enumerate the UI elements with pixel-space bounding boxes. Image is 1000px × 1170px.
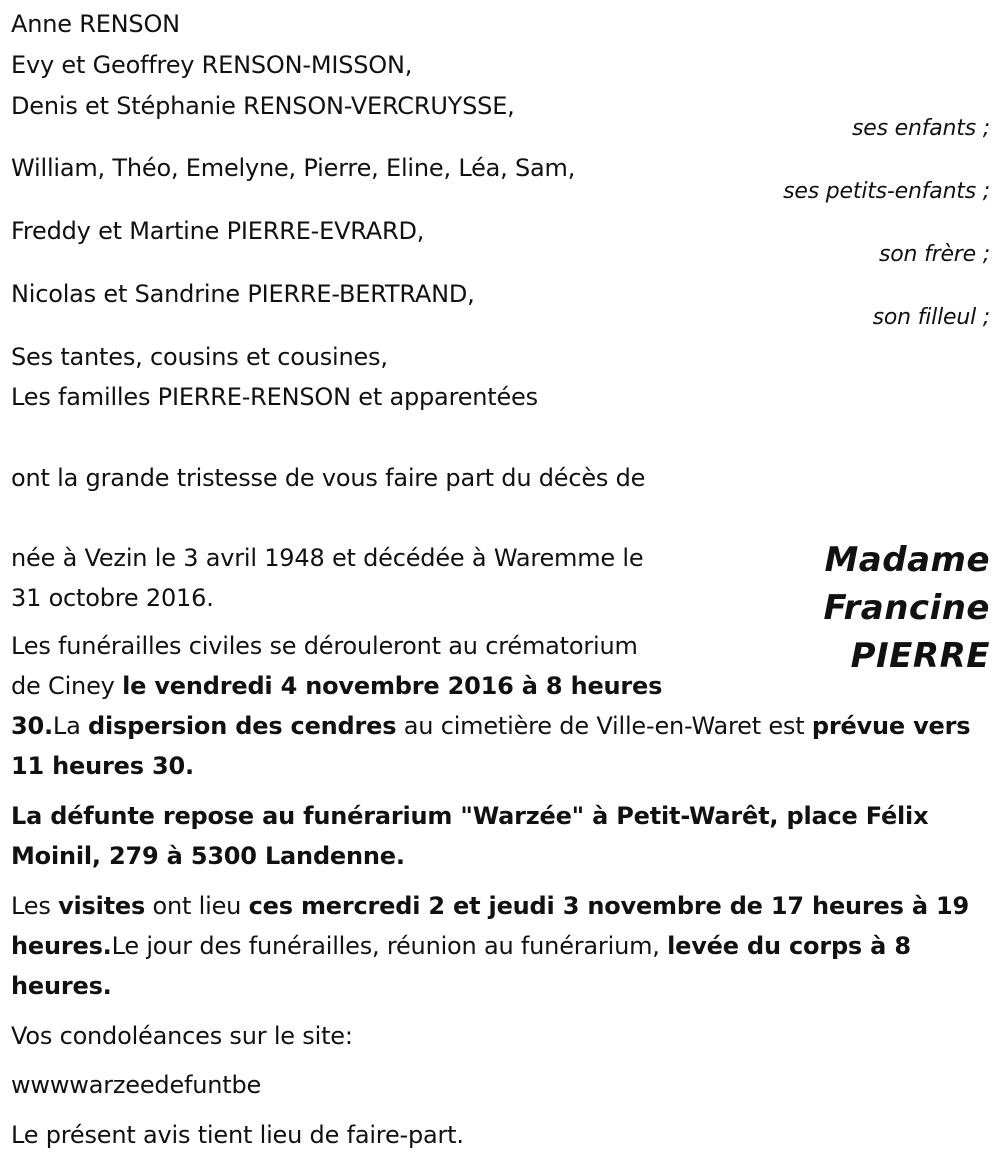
family-line-8: Les familles PIERRE-RENSON et apparentées <box>11 383 538 411</box>
relation-godson: son filleul ; <box>872 305 990 330</box>
funeral-line-2 <box>11 666 662 706</box>
relation-grandchildren: ses petits-enfants ; <box>783 179 990 204</box>
funeral-time-end: 30. <box>11 712 53 740</box>
visits-label: visites <box>58 892 146 920</box>
condolences-text: Vos condoléances sur le site: <box>11 1022 353 1050</box>
family-line-5: Freddy et Martine PIERRE-EVRARD, <box>11 217 425 245</box>
dispersion-time: prévue vers 11 heures 30. <box>11 712 971 780</box>
family-line-7: Ses tantes, cousins et cousines, <box>11 343 388 371</box>
dispersion-paragraph <box>11 706 996 786</box>
closing-note: Le présent avis tient lieu de faire-part. <box>11 1121 464 1149</box>
family-line-6: Nicolas et Sandrine PIERRE-BERTRAND, <box>11 280 475 308</box>
deceased-firstname: Francine <box>823 588 990 628</box>
funeral-line-1: Les funérailles civiles se dérouleront au crématorium <box>11 632 638 660</box>
dispersion-label: dispersion des cendres <box>88 712 397 740</box>
family-line-1: Anne RENSON <box>11 10 180 38</box>
dispersion-intro: La <box>52 712 89 740</box>
dispersion-place: au cimetière de Ville-en-Waret est <box>396 712 812 740</box>
family-line-3: Denis et Stéphanie RENSON-VERCRUYSSE, <box>11 92 515 120</box>
body-removal-time: levée du corps à 8 heures. <box>11 932 911 1000</box>
funeral-date: le vendredi 4 novembre 2016 à 8 heures <box>122 672 663 700</box>
deceased-title: Madame <box>824 540 990 580</box>
deceased-lastname: PIERRE <box>850 636 990 676</box>
announcement: ont la grande tristesse de vous faire part du décès de <box>11 464 646 492</box>
website-link[interactable]: wwwwarzeedefuntbe <box>11 1071 262 1099</box>
visits-paragraph <box>11 886 996 1006</box>
deceased-name <box>824 536 990 680</box>
repose-text: La défunte repose au funérarium "Warzée" à Petit-Warêt, place Félix Moinil, 279 à 5300 Landenne. <box>11 802 929 870</box>
funeral-place: de Ciney <box>11 672 123 700</box>
visits-connector: ont lieu <box>145 892 249 920</box>
visits-schedule: ces mercredi 2 et jeudi 3 novembre de 17 heures à 19 heures. <box>11 892 970 960</box>
family-line-4: William, Théo, Emelyne, Pierre, Eline, Léa, Sam, <box>11 154 576 182</box>
birth-line-2: 31 octobre 2016. <box>11 584 214 612</box>
funeral-day-info: Le jour des funérailles, réunion au funérarium, <box>111 932 668 960</box>
birth-line-1: née à Vezin le 3 avril 1948 et décédée à Waremme le <box>11 544 644 572</box>
relation-brother: son frère ; <box>879 242 990 267</box>
visits-intro: Les <box>11 892 59 920</box>
family-line-2: Evy et Geoffrey RENSON-MISSON, <box>11 51 413 79</box>
relation-children: ses enfants ; <box>852 116 990 141</box>
repose-paragraph <box>11 796 996 876</box>
